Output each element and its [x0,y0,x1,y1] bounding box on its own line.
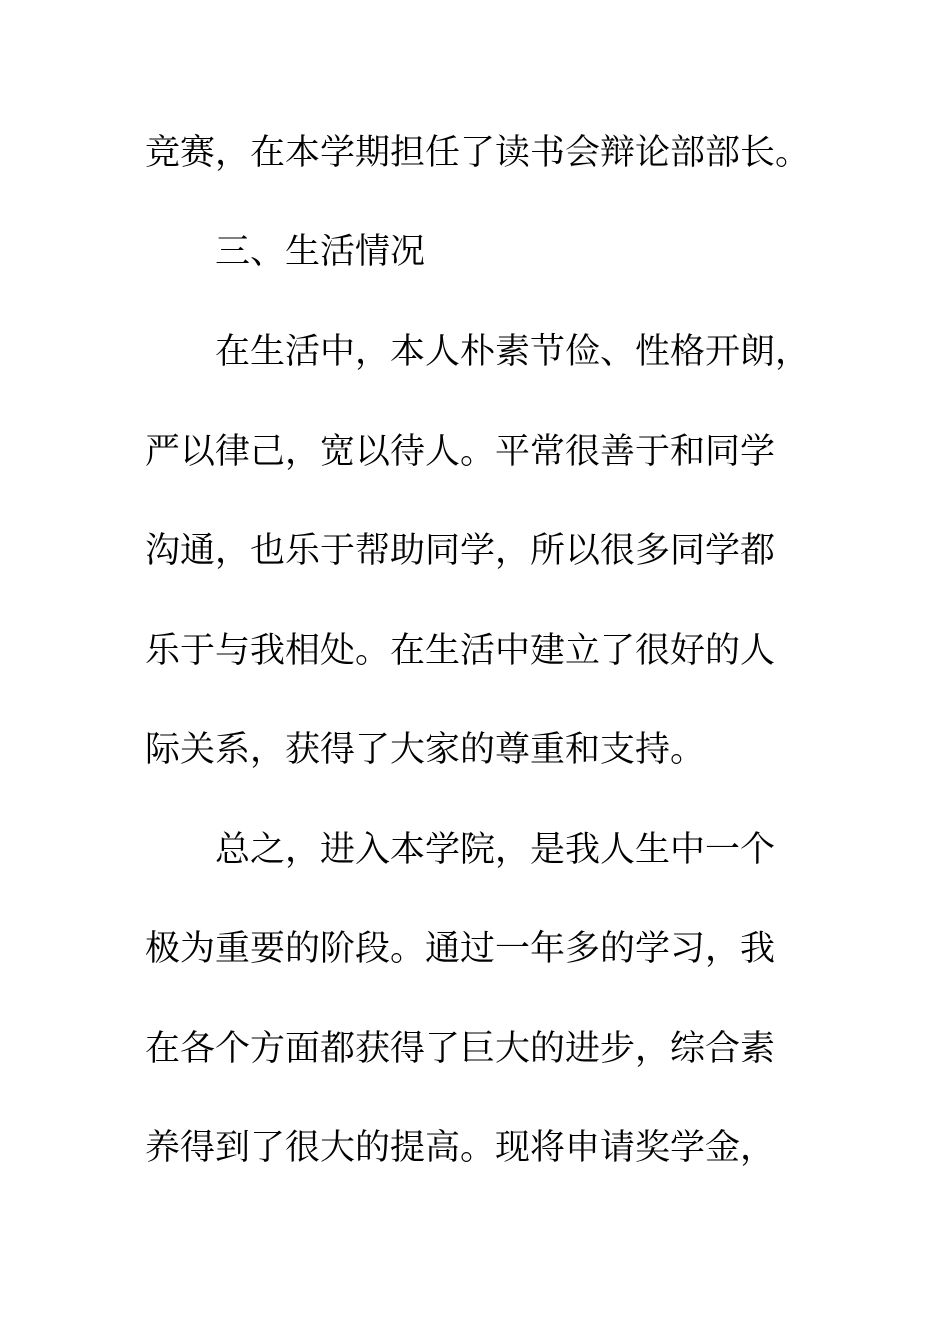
paragraph-line: 严以律己，宽以待人。平常很善于和同学 [145,432,776,472]
paragraph-line: 养得到了很大的提高。现将申请奖学金， [145,1128,776,1168]
paragraph-line: 乐于与我相处。在生活中建立了很好的人 [145,631,776,671]
section-heading: 三、生活情况 [215,232,426,272]
paragraph-line: 极为重要的阶段。通过一年多的学习，我 [145,929,776,969]
paragraph-line: 沟通，也乐于帮助同学，所以很多同学都 [145,531,776,571]
paragraph-line: 在生活中，本人朴素节俭、性格开朗， [215,332,811,372]
paragraph-line: 总之，进入本学院，是我人生中一个 [215,830,776,870]
paragraph-line: 际关系，获得了大家的尊重和支持。 [145,730,706,770]
paragraph-line: 竞赛，在本学期担任了读书会辩论部部长。 [145,133,811,173]
paragraph-line: 在各个方面都获得了巨大的进步，综合素 [145,1029,776,1069]
